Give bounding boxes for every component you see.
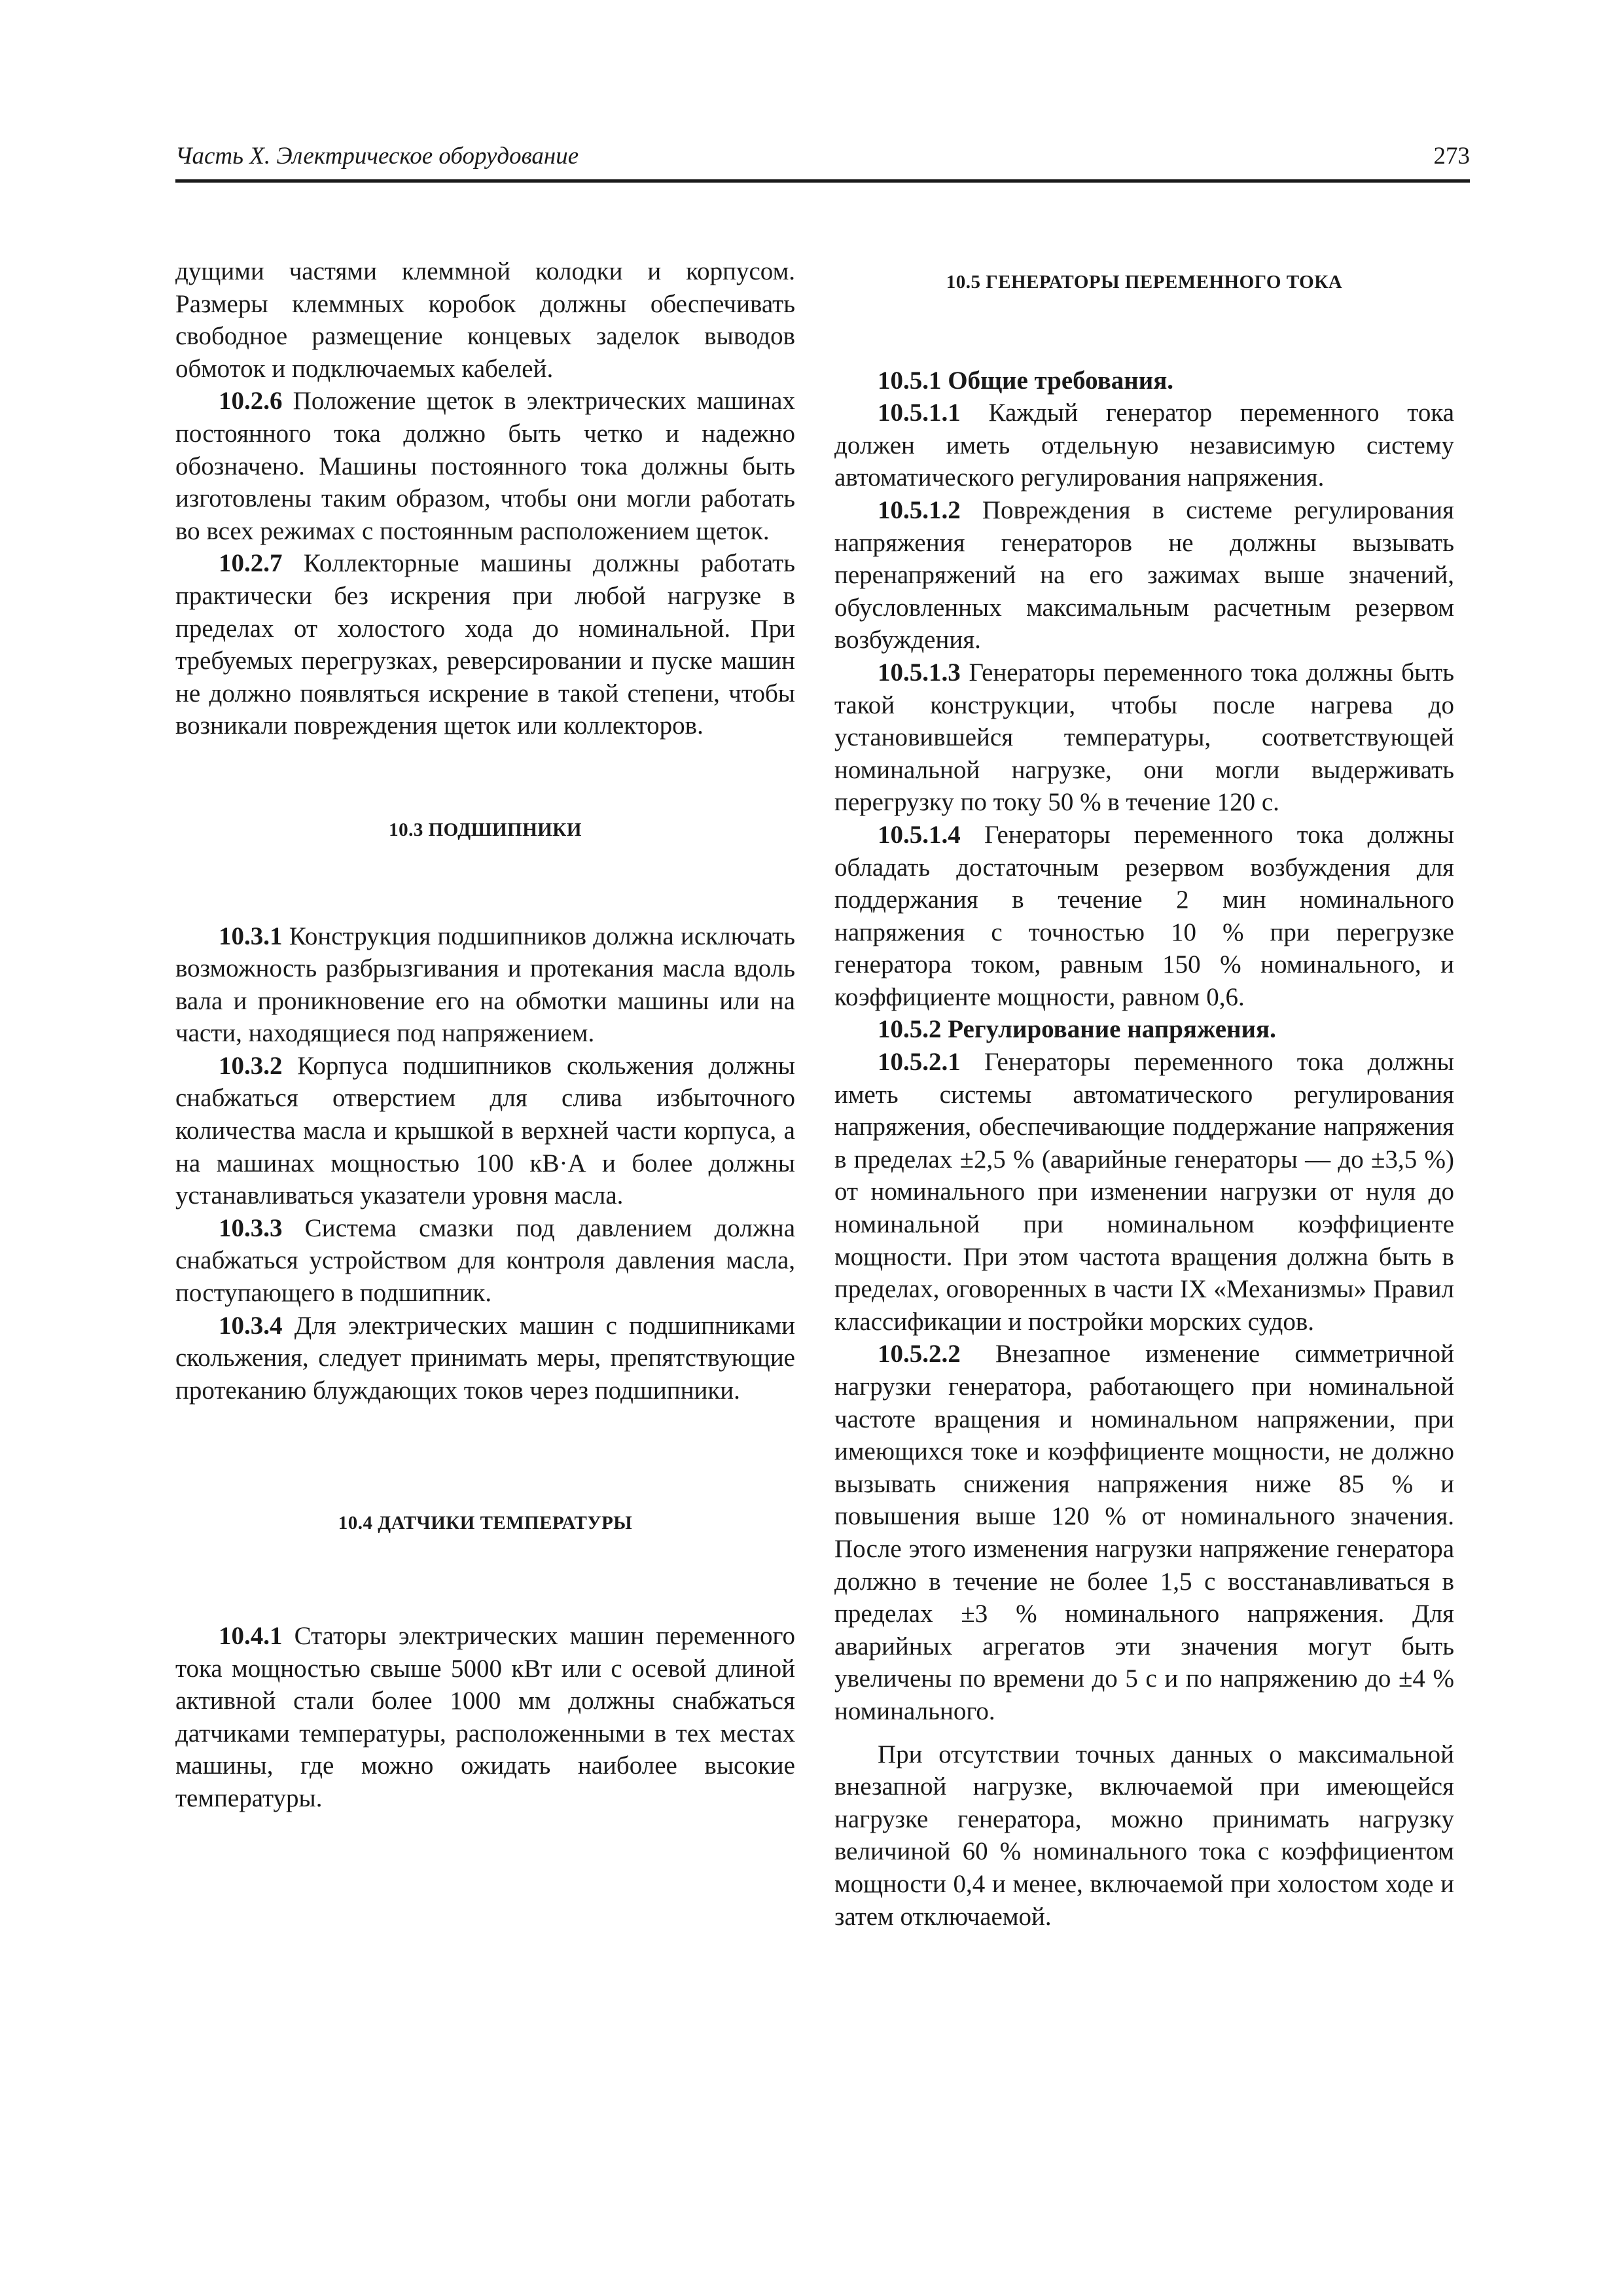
clause-text: Конструкция подшипников должна исключать возможность разбрызгивания и протекания масла вдоль вала и проникновение его на обмотки машины или на части, находящиеся под напряжением. [175,922,795,1048]
clause-number: 10.5.1.4 [878,820,961,849]
clause-text: Для электрических машин с подшипниками скольжения, следует принимать меры, препятствующие протеканию блуждающих токов через подшипники. [175,1311,795,1405]
clause-number: 10.3.2 [219,1051,283,1080]
paragraph-10-2-7 [175,547,795,742]
clause-number: 10.3.4 [219,1311,283,1340]
paragraph-default-load: При отсутствии точных данных о максимальной внезапной нагрузке, включаемой при имеющейся нагрузке генератора, можно принимать нагрузку величиной 60 % номинального тока с коэффициентом мощности 0,4 и менее, включаемой при холостом ходе и затем отключаемой. [834,1740,1454,1931]
left-column [175,255,795,1815]
paragraph-10-4-1 [175,1620,795,1815]
clause-number: 10.5.2.1 [878,1048,961,1077]
paragraph-continued: дущими частями клеммной колодки и корпусом. Размеры клеммных коробок должны обеспечивать свободное размещение концевых заделок выводов обмоток и подключаемых кабелей. [175,257,795,383]
clause-text: Положение щеток в электрических машинах постоянного тока должно быть четко и надежно обозначено. Машины постоянного тока должны быть изготовлены таким образом, чтобы они могли работать во всех режимах с постоянным расположением щеток. [175,387,795,545]
paragraph-10-5-1-2 [834,494,1454,656]
running-header [175,141,1470,183]
clause-number: 10.5.1.3 [878,658,961,687]
paragraph-10-5-1-4 [834,819,1454,1014]
clause-number: 10.5.1.2 [878,495,961,524]
paragraph-10-3-4 [175,1310,795,1407]
paragraph-10-5-2-1 [834,1046,1454,1338]
paragraph-10-5-1-3 [834,656,1454,819]
part-title: Часть X. Электрическое оборудование [175,143,579,170]
page-number: 273 [1433,143,1470,170]
paragraph-10-5-2-2 [834,1338,1454,1727]
clause-number: 10.5.1.1 [878,399,961,427]
clause-number: 10.3.3 [219,1213,283,1242]
clause-text: Система смазки под давлением должна снабжаться устройством для контроля давления масла, поступающего в подшипник. [175,1213,795,1308]
clause-text: Статоры электрических машин переменного тока мощностью свыше 5000 кВт или с осевой длиной активной стали более 1000 мм должны снабжаться датчиками температуры, расположенными в тех местах машины, где можно ожидать наиболее высокие температуры. [175,1622,795,1812]
clause-number: 10.2.6 [219,387,283,416]
paragraph-10-2-6 [175,385,795,547]
clause-number: 10.2.7 [219,549,283,578]
subheading-10-5-1: 10.5.1 Общие требования. [878,366,1174,395]
clause-text: Генераторы переменного тока должны обладать достаточным резервом возбуждения для поддержания в течение 2 мин номинального напряжения с точностью 10 % при перегрузке генератора током, равным 150 % номинального, и коэффициенте мощности, равном 0,6. [834,820,1454,1011]
clause-text: Генераторы переменного тока должны быть такой конструкции, чтобы после нагрева до установившейся температуры, соответствующей номинальной нагрузке, они могли выдерживать перегрузку по току 50 % в течение 120 с. [834,658,1454,817]
paragraph-10-3-1 [175,920,795,1050]
clause-text: Внезапное изменение симметричной нагрузки генератора, работающего при номинальной частоте вращения и номинальном напряжении, при имеющихся токе и коэффициенте мощности, не должно вызывать снижения напряжения ниже 85 % и повышения выше 120 % от номинального значения. После этого изменения нагрузки напряжение генератора должно в течение не более 1,5 с восстанавливаться в пределах ±3 % номинального напряжения. Для аварийных агрегатов эти значения могут быть увеличены по времени до 5 с и по напряжению до ±4 % номинального. [834,1340,1454,1725]
clause-text: Генераторы переменного тока должны иметь системы автоматического регулирования напряжения, обеспечивающие поддержание напряжения в пределах ±2,5 % (аварийные генераторы — до ±3,5 %) от номинального при изменении нагрузки от нуля до номинальной при номинальном коэффициенте мощности. При этом частота вращения должна быть в пределах, оговоренных в части IX «Механизмы» Правил классификации и постройки морских судов. [834,1048,1454,1336]
right-column [834,255,1454,1933]
clause-text: Коллекторные машины должны работать практически без искрения при любой нагрузке в пределах от холостого хода до номинальной. При требуемых перегрузках, реверсировании и пуске машин не должно появляться искрение в такой степени, чтобы возникали повреждения щеток или коллекторов. [175,549,795,740]
section-heading-10-5: 10.5 ГЕНЕРАТОРЫ ПЕРЕМЕННОГО ТОКА [946,272,1343,293]
section-heading-10-3: 10.3 ПОДШИПНИКИ [389,819,582,840]
paragraph-10-3-3 [175,1212,795,1310]
clause-text: Повреждения в системе регулирования напряжения генераторов не должны вызывать перенапряжений на его зажимах выше значений, обусловленных максимальным расчетным резервом возбуждения. [834,495,1454,655]
clause-number: 10.4.1 [219,1622,283,1650]
clause-number: 10.5.2.2 [878,1340,961,1369]
clause-text: Каждый генератор переменного тока должен иметь отдельную независимую систему автоматического регулирования напряжения. [834,399,1454,492]
paragraph-10-5-1-1 [834,397,1454,494]
clause-text: Корпуса подшипников скольжения должны снабжаться отверстием для слива избыточного количества масла и крышкой в верхней части корпуса, а на машинах мощностью 100 кВ·А и более должны устанавливаться указатели уровня масла. [175,1051,795,1210]
section-heading-10-4: 10.4 ДАТЧИКИ ТЕМПЕРАТУРЫ [338,1513,633,1534]
clause-number: 10.3.1 [219,922,283,950]
paragraph-10-3-2 [175,1050,795,1212]
subheading-10-5-2: 10.5.2 Регулирование напряжения. [878,1015,1276,1044]
